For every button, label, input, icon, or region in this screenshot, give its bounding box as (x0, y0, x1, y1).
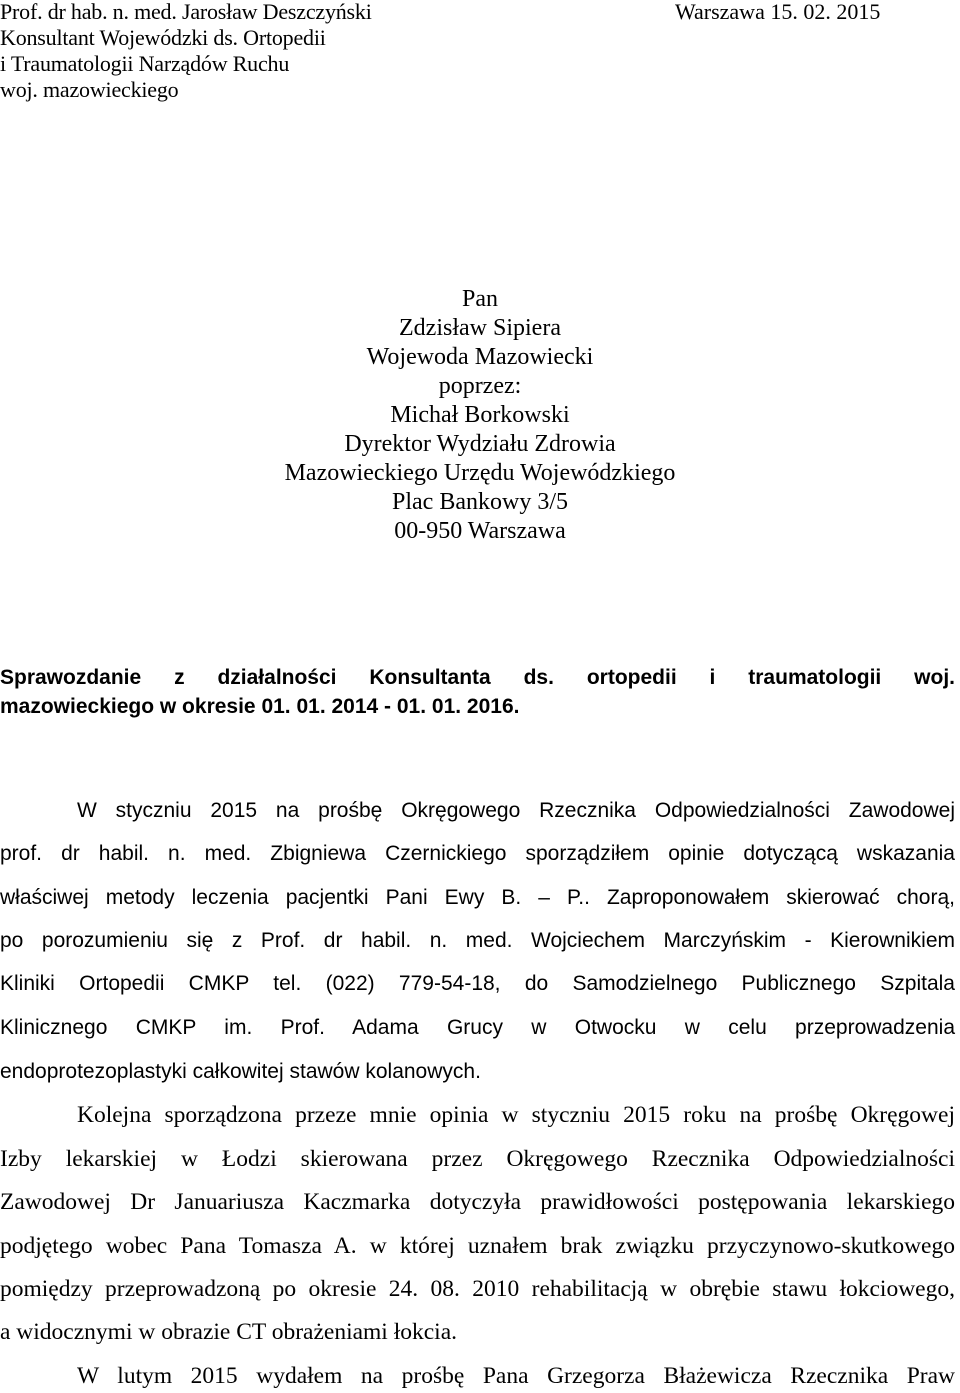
recipient-city: 00-950 Warszawa (394, 518, 566, 544)
sender-title-cont: i Traumatologii Narządów Ruchu (0, 51, 290, 76)
recipient-name: Zdzisław Sipiera (399, 315, 561, 341)
paragraph-2-line: podjętego wobec Pana Tomasza A. w której uznałem brak związku przyczynowo-skutkowego (0, 1233, 955, 1259)
paragraph-3-line: W lutym 2015 wydałem na prośbę Pana Grzegorza Błażewicza Rzecznika Praw (77, 1363, 955, 1389)
recipient-office: Mazowieckiego Urzędu Wojewódzkiego (284, 460, 676, 486)
paragraph-1-line: W styczniu 2015 na prośbę Okręgowego Rzecznika Odpowiedzialności Zawodowej (77, 799, 955, 822)
recipient-position: Wojewoda Mazowiecki (366, 344, 594, 370)
paragraph-1-line: właściwej metody leczenia pacjentki Pani Ewy B. – P.. Zaproponowałem skierować chorą, (0, 886, 955, 909)
paragraph-1-line: Kliniki Ortopedii CMKP tel. (022) 779-54-18, do Samodzielnego Publicznego Szpitala (0, 972, 955, 995)
subject-line-1: Sprawozdanie z działalności Konsultanta ds. ortopedii i traumatologii woj. (0, 666, 955, 689)
paragraph-1-line: po porozumieniu się z Prof. dr habil. n. med. Wojciechem Marczyńskim - Kierownikiem (0, 929, 955, 952)
paragraph-2-line: Zawodowej Dr Januariusza Kaczmarka dotyczyła prawidłowości postępowania lekarskiego (0, 1189, 955, 1215)
sender-title: Konsultant Wojewódzki ds. Ortopedii (0, 25, 326, 50)
sender-name: Prof. dr hab. n. med. Jarosław Deszczyński (0, 0, 372, 24)
paragraph-1-line: endoprotezoplastyki całkowitej stawów kolanowych. (0, 1060, 481, 1083)
paragraph-2-line: pomiędzy przeprowadzoną po okresie 24. 08. 2010 rehabilitacją w obrębie stawu łokciowego, (0, 1276, 955, 1302)
sender-region: woj. mazowieckiego (0, 77, 179, 102)
paragraph-1-line: prof. dr habil. n. med. Zbigniewa Czernickiego sporządziłem opinie dotyczącą wskazania (0, 842, 955, 865)
letter-date: Warszawa 15. 02. 2015 (675, 0, 881, 24)
paragraph-1-line: Klinicznego CMKP im. Prof. Adama Grucy w Otwocku w celu przeprowadzenia (0, 1016, 955, 1039)
recipient-via-name: Michał Borkowski (390, 402, 570, 428)
paragraph-2-line: a widocznymi w obrazie CT obrażeniami łokcia. (0, 1319, 457, 1345)
recipient-via: poprzez: (438, 373, 522, 399)
paragraph-2-line: Kolejna sporządzona przeze mnie opinia w styczniu 2015 roku na prośbę Okręgowej (77, 1102, 955, 1128)
recipient-salutation: Pan (462, 286, 498, 312)
recipient-via-position: Dyrektor Wydziału Zdrowia (344, 431, 616, 457)
paragraph-2-line: Izby lekarskiej w Łodzi skierowana przez Okręgowego Rzecznika Odpowiedzialności (0, 1146, 955, 1172)
recipient-street: Plac Bankowy 3/5 (392, 489, 568, 515)
subject-line-2: mazowieckiego w okresie 01. 01. 2014 - 01. 01. 2016. (0, 695, 520, 718)
